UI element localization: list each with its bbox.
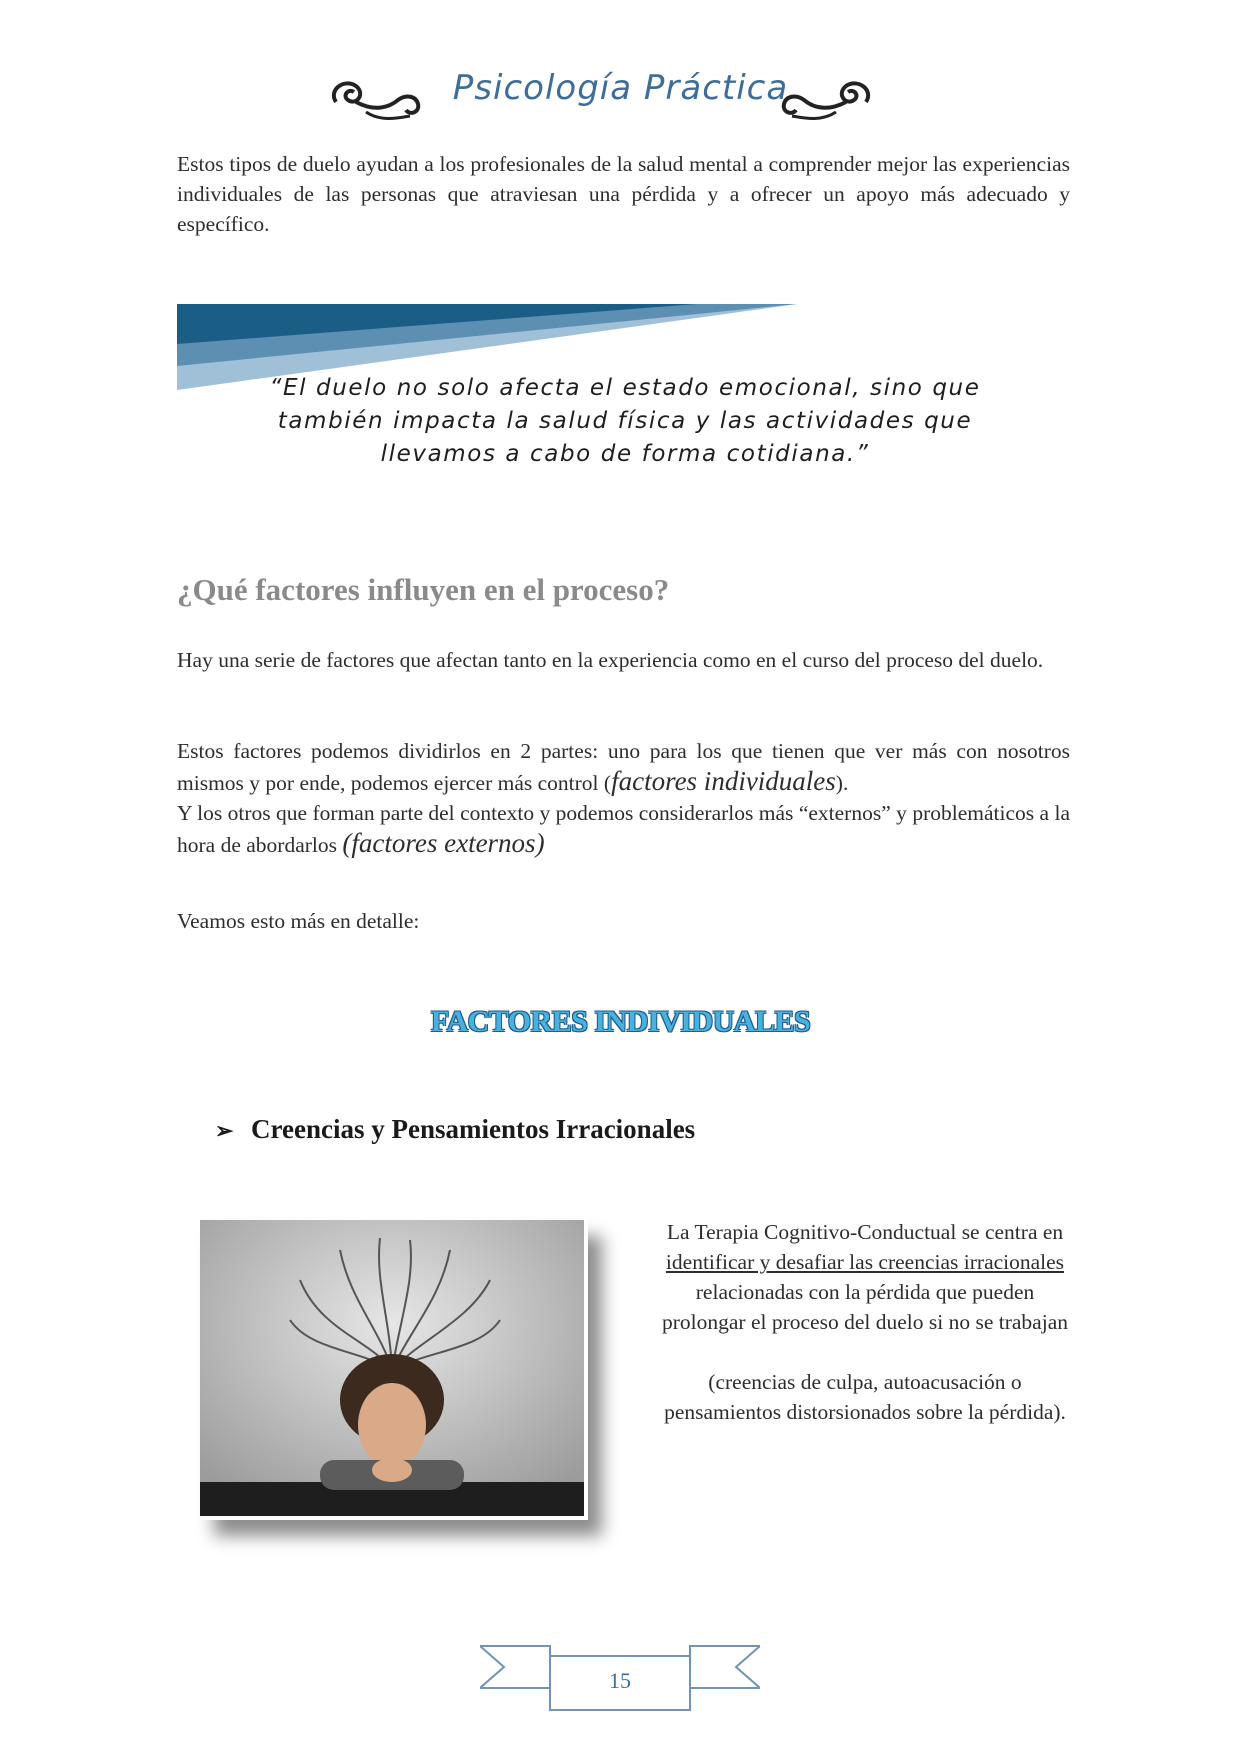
bullet-title: Creencias y Pensamientos Irracionales (251, 1114, 696, 1144)
factores-heading: FACTORES INDIVIDUALES (430, 1005, 811, 1038)
page-footer (480, 1640, 760, 1716)
description-text: La Terapia Cognitivo-Conductual se centra en (666, 1220, 1064, 1244)
intro-paragraph: Estos tipos de duelo ayudan a los profesionales de la salud mental a comprender mejor las experiencias individuales de las personas que atraviesan una pérdida y a ofrecer un apoyo más adecuado y específico. (177, 152, 1070, 236)
scroll-ornament-right-icon (776, 72, 876, 126)
paragraph-factors-intro: Hay una serie de factores que afectan tanto en la experiencia como en el curso del proceso del duelo. (177, 648, 1044, 672)
arrow-bullet-icon: ➢ (215, 1118, 234, 1143)
pull-quote: “El duelo no solo afecta el estado emocional, sino que también impacta la salud física y las actividades que llevamos a cabo de forma cotidiana.” (269, 375, 981, 467)
paragraph-factors-division (177, 736, 1070, 860)
underlined-text: identificar y desafiar las creencias irracionales (665, 1250, 1065, 1274)
description-text: relacionadas con la pérdida que pueden prolongar el proceso del duelo si no se trabajan (662, 1280, 1068, 1334)
emphasis-text: (factores externos) (342, 828, 545, 858)
emphasis-text: factores individuales (611, 766, 836, 796)
bullet-heading (215, 1114, 695, 1145)
page-header (0, 60, 1241, 140)
paragraph-text: Estos factores podemos dividirlos en 2 partes: uno para los que tienen que ver más con nosotros mismos y por ende, podemos ejercer más control ( (177, 739, 1070, 795)
section-heading: ¿Qué factores influyen en el proceso? (177, 572, 670, 607)
header-title: Psicología Práctica (452, 68, 789, 108)
page-number: 15 (609, 1668, 631, 1693)
description-note: (creencias de culpa, autoacusación o pensamientos distorsionados sobre la pérdida). (664, 1370, 1066, 1424)
paragraph-text: Y los otros que forman parte del contexto y podemos considerarlos más “externos” y problemáticos a la hora de abordarlos (177, 801, 1070, 857)
paragraph-text: ). (835, 771, 849, 795)
thinking-man-photo (200, 1220, 584, 1516)
paragraph-detail-intro: Veamos esto más en detalle: (177, 909, 420, 933)
cbt-description (660, 1217, 1070, 1427)
